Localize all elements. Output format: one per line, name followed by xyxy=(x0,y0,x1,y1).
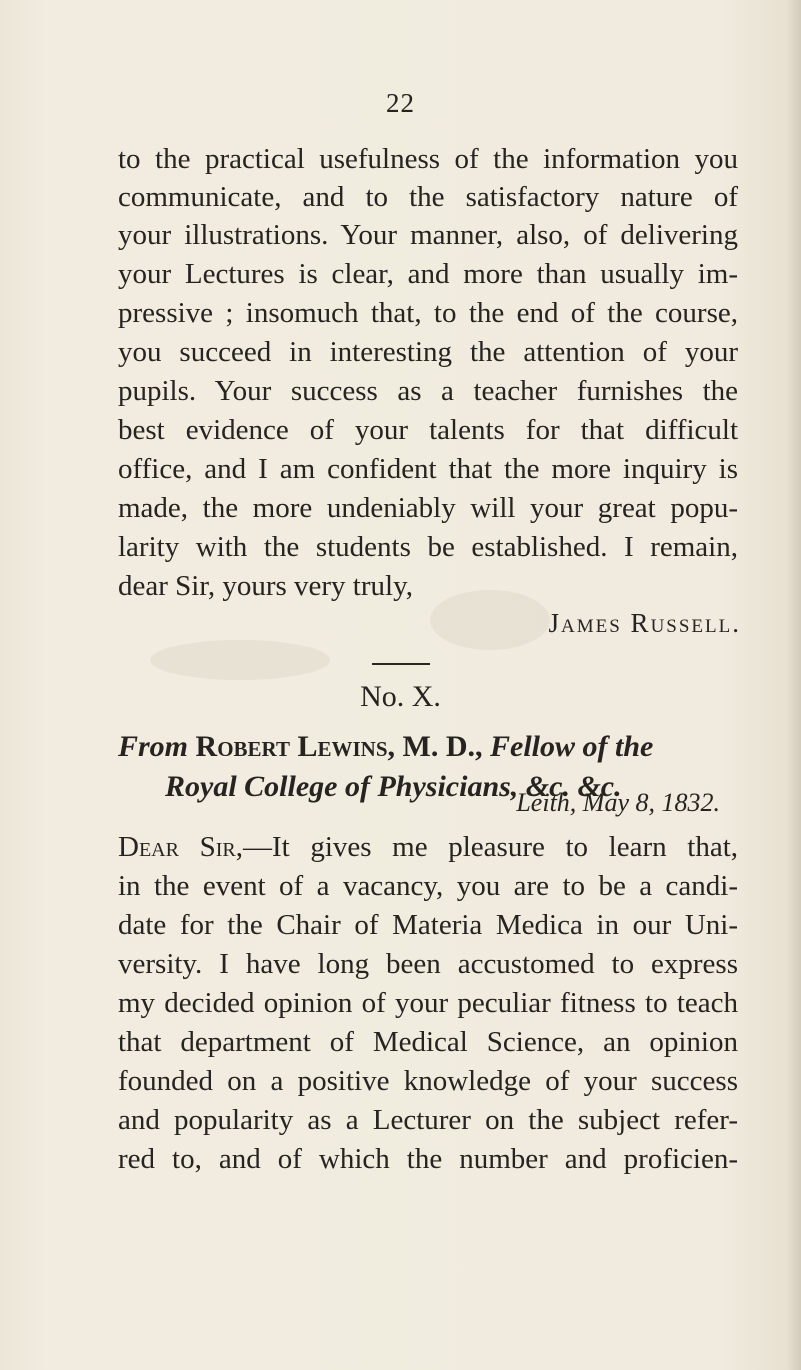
signature: James Russell. xyxy=(548,608,741,638)
text-line: pupils. Your success as a teacher furnishes the xyxy=(118,375,738,407)
text-line: best evidence of your talents for that difficult xyxy=(118,414,738,446)
text-line: pressive ; insomuch that, to the end of the course, xyxy=(118,297,738,329)
letter-number: No. X. xyxy=(360,680,441,713)
text-line xyxy=(118,828,738,866)
letter-heading-line2: Royal College of Physicians, &c. &c. xyxy=(165,770,622,803)
text-line: founded on a positive knowledge of your success xyxy=(118,1065,738,1097)
author-name: Robert Lewins, M. D., xyxy=(195,730,483,763)
text-line: that department of Medical Science, an opinion xyxy=(118,1026,738,1058)
text-line: office, and I am confident that the more inquiry is xyxy=(118,453,738,485)
text-line: to the practical usefulness of the information you xyxy=(118,143,738,175)
heading-from: From xyxy=(118,730,189,763)
text-line: communicate, and to the satisfactory nature of xyxy=(118,181,738,213)
text-line: date for the Chair of Materia Medica in our Uni- xyxy=(118,909,738,941)
dateline: Leith, May 8, 1832. xyxy=(516,788,720,817)
text-line: dear Sir, yours very truly, xyxy=(118,570,413,602)
salutation-continuation: —It gives me pleasure to learn that, xyxy=(242,831,738,863)
page-number: 22 xyxy=(386,88,415,118)
text-line: and popularity as a Lecturer on the subject refer- xyxy=(118,1104,738,1136)
text-line: your Lectures is clear, and more than usually im- xyxy=(118,258,738,290)
paper-stain xyxy=(150,640,330,680)
text-line: made, the more undeniably will your great popu- xyxy=(118,492,738,524)
text-line: my decided opinion of your peculiar fitness to teach xyxy=(118,987,738,1019)
text-line: larity with the students be established. I remain, xyxy=(118,531,738,563)
text-line: red to, and of which the number and proficien- xyxy=(118,1143,738,1175)
text-line: versity. I have long been accustomed to express xyxy=(118,948,738,980)
salutation: Dear Sir, xyxy=(118,831,243,863)
text-line: in the event of a vacancy, you are to be a candi- xyxy=(118,870,738,902)
letter-heading-line1 xyxy=(118,730,653,764)
section-divider xyxy=(372,663,430,665)
text-line: your illustrations. Your manner, also, of delivering xyxy=(118,219,738,251)
author-title: Fellow of the xyxy=(490,730,654,763)
text-line: you succeed in interesting the attention of your xyxy=(118,336,738,368)
